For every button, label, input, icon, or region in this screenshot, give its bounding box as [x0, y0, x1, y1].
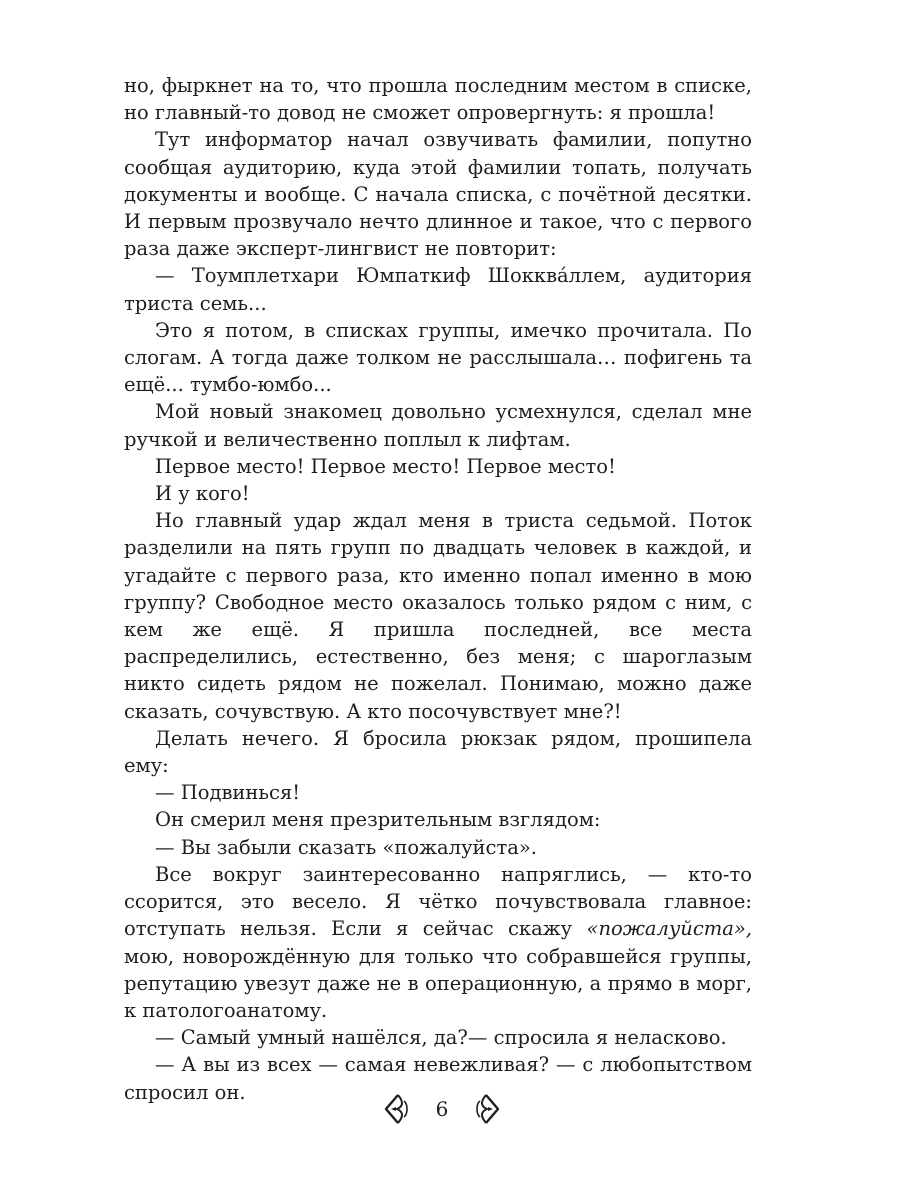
- page-footer: [372, 1089, 512, 1129]
- paragraph-13: [124, 861, 752, 1024]
- paragraph-5: Мой новый знакомец довольно усмехнулся, сделал мне ручкой и величественно поплыл к лифтам.: [124, 400, 752, 451]
- paragraph-15: — А вы из всех — самая невежливая? — с любопытством спросил он.: [124, 1053, 752, 1104]
- paragraph-14: — Самый умный нашёлся, да?— спросила я неласково.: [155, 1026, 727, 1050]
- paragraph-8: Но главный удар ждал меня в триста седьмой. Поток разделили на пять групп по двадцать человек в каждой, и угадайте с первого раза, кто именно попал именно в мою группу? Свободное место оказалось только рядом с ним, с кем же ещё. Я пришла последней, все места распределились, естественно, без меня; с шароглазым никто сидеть рядом не пожелал. Понимаю, можно даже сказать, сочувствую. А кто посочувствует мне?!: [124, 509, 752, 723]
- paragraph-13-emphasis: «пожалуйста»,: [586, 917, 752, 941]
- paragraph-10: — Подвинься!: [155, 781, 301, 805]
- paragraph-7: И у кого!: [155, 482, 250, 506]
- paragraph-12: — Вы забыли сказать «пожалуйста».: [155, 835, 538, 859]
- paragraph-13-after: мою, новорождённую для только что собравшейся группы, репутацию увезут даже не в операционную, а прямо в морг, к патологоанатому.: [124, 944, 752, 1022]
- paragraph-1: но, фыркнет на то, что прошла последним местом в списке, но главный-то довод не сможет опровергнуть: я прошла!: [124, 74, 752, 125]
- paragraph-3: — Тоумплетхари Юмпаткиф Шокква́ллем, аудитория триста семь...: [124, 264, 752, 315]
- paragraph-11: Он смерил меня презрительным взглядом:: [155, 808, 601, 832]
- paragraph-9: Делать нечего. Я бросила рюкзак рядом, прошипела ему:: [124, 726, 752, 778]
- right-ornament-icon: [472, 1092, 502, 1126]
- left-ornament-icon: [382, 1092, 412, 1126]
- paragraph-6: Первое место! Первое место! Первое место!: [155, 454, 616, 478]
- paragraph-4: Это я потом, в списках группы, имечко прочитала. По слогам. А тогда даже толком не расслышала… пофигень та ещё... тумбо-юмбо...: [124, 318, 752, 397]
- paragraph-2: Тут информатор начал озвучивать фамилии, попутно сообщая аудиторию, куда этой фамилии топать, получать документы и вообще. С начала списка, с почётной десятки. И первым прозвучало нечто длинное и такое, что с первого раза даже эксперт-лингвист не повторит:: [124, 128, 752, 261]
- body-text: [124, 72, 752, 1106]
- page-number: 6: [435, 1097, 449, 1121]
- paragraph-13-before: Все вокруг заинтересованно напряглись, — кто-то ссорится, это весело. Я чётко почувствовала главное: отступать нельзя. Если я сейчас скажу: [124, 862, 752, 941]
